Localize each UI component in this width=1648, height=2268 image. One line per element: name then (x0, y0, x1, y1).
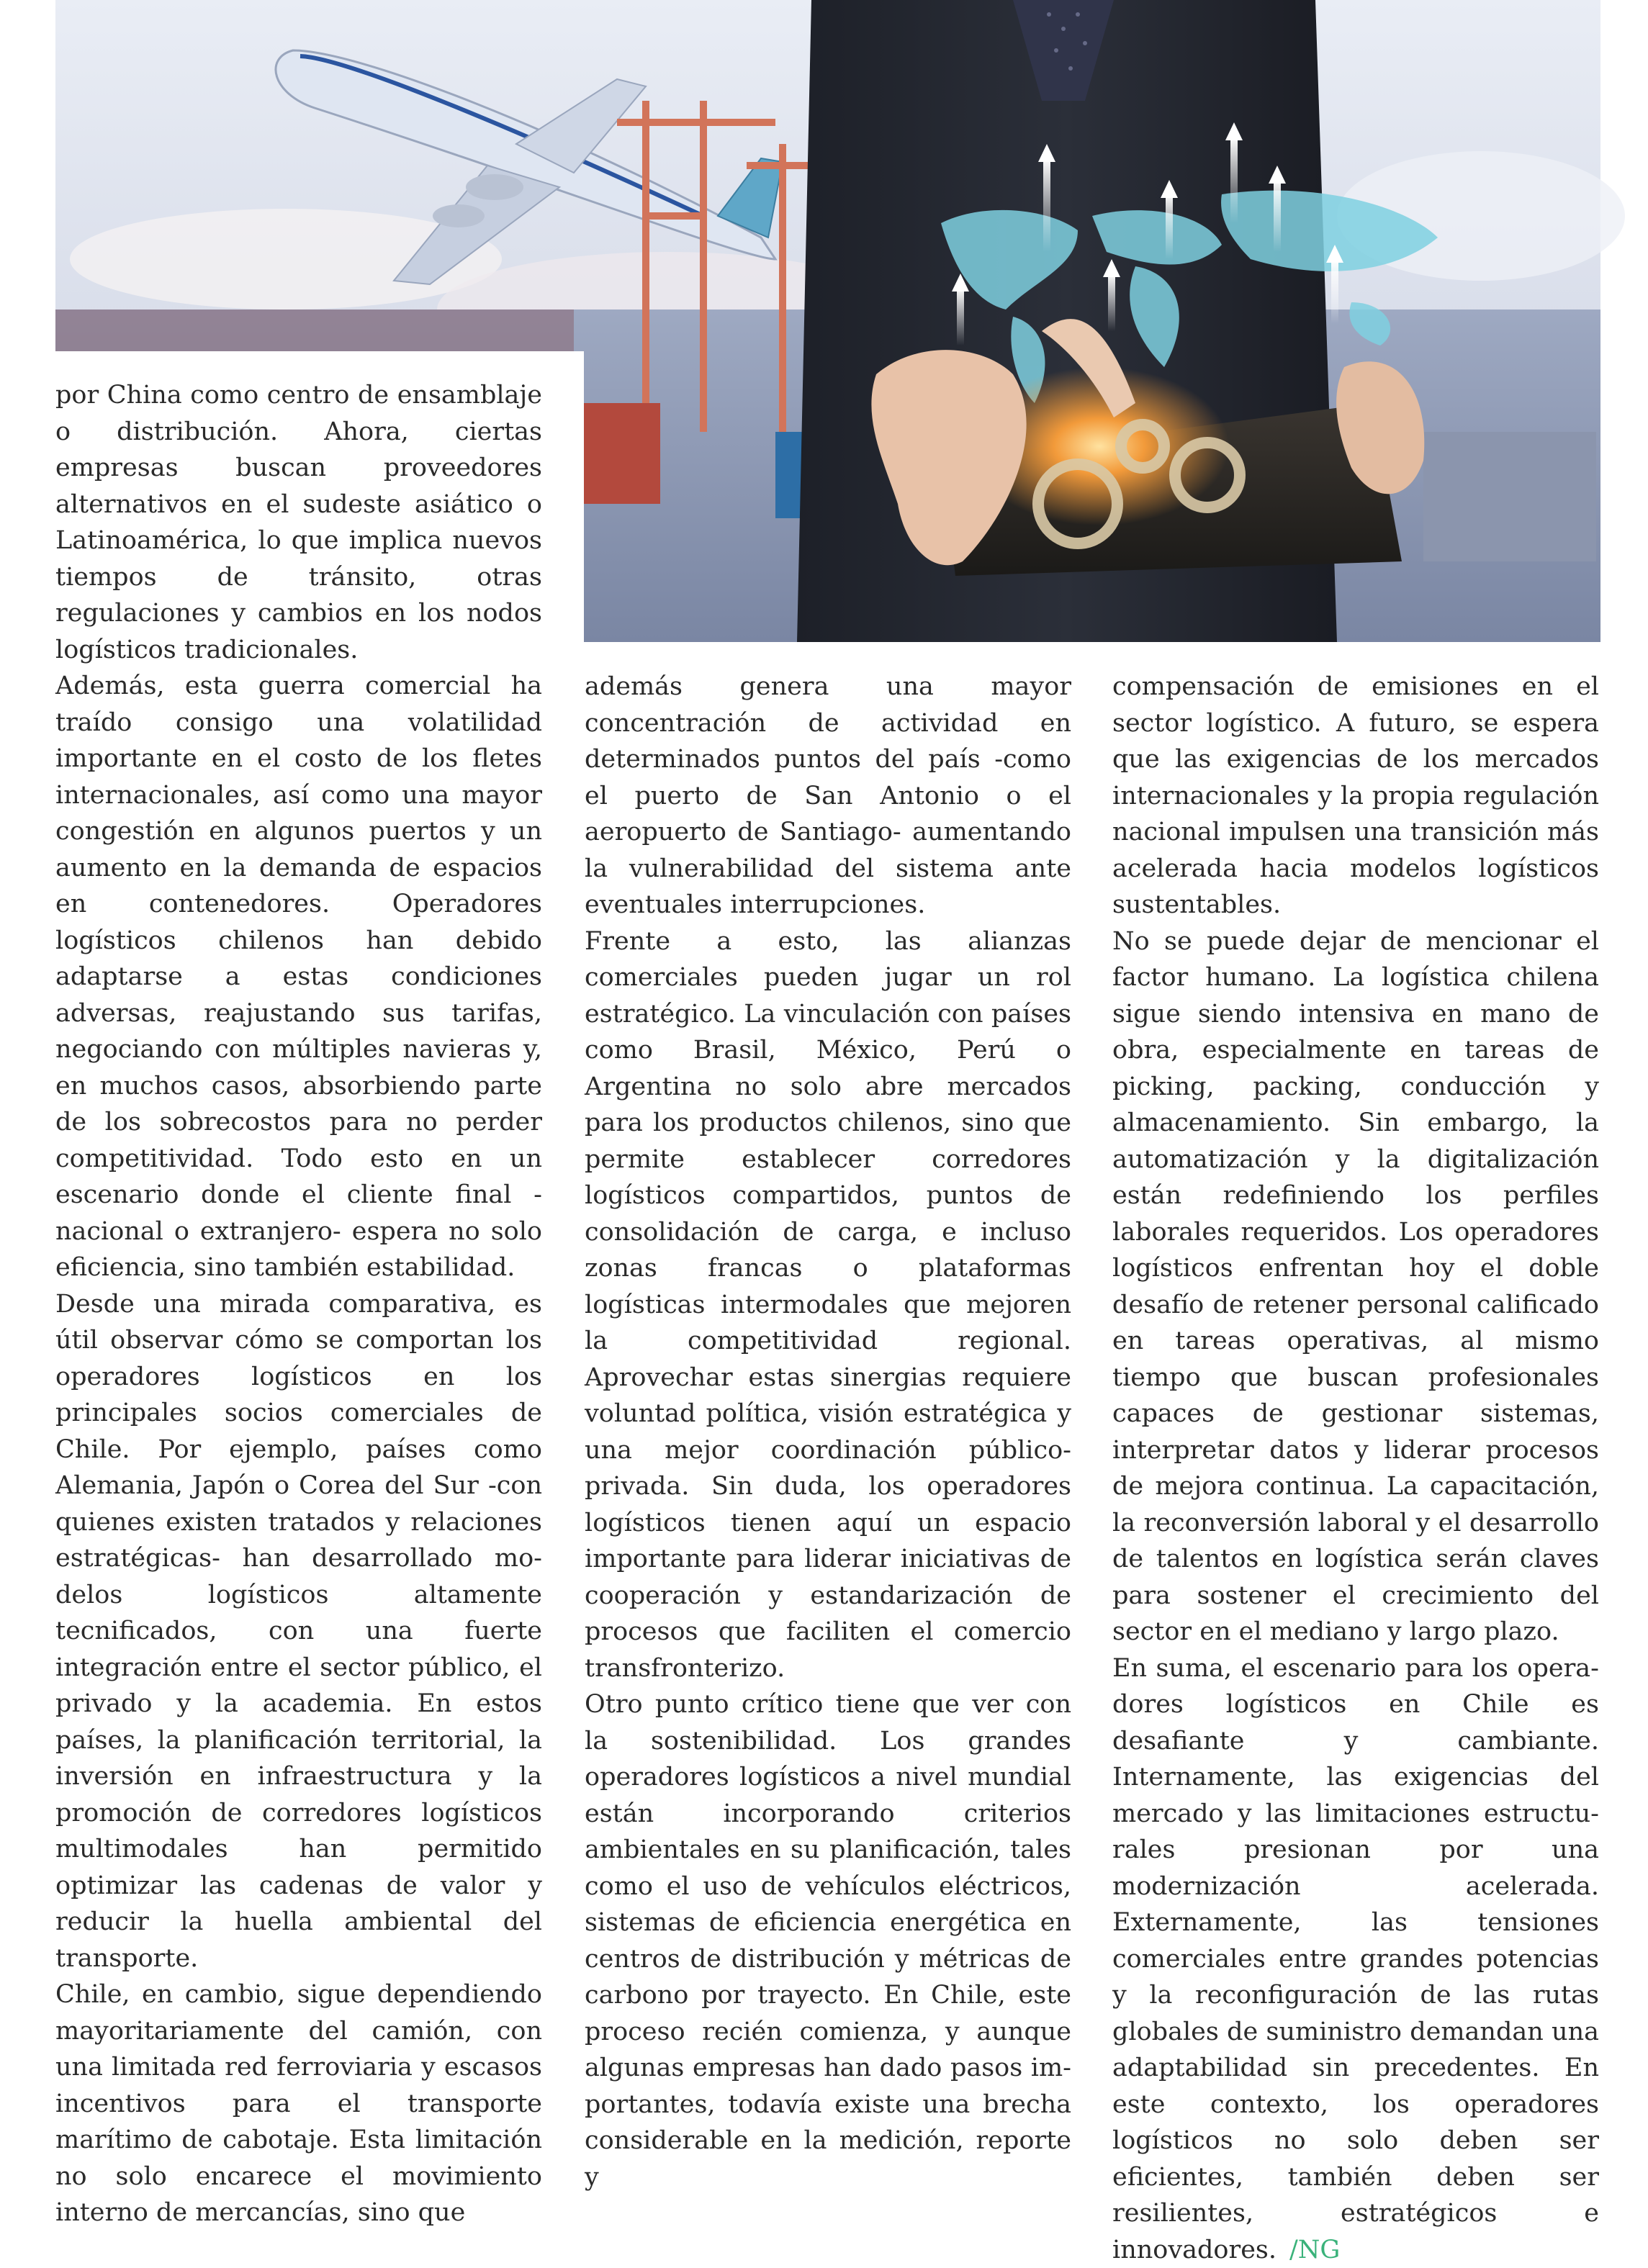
paragraph: Desde una mirada comparativa, es útil observar cómo se comportan los operadores logísticos en los principales socios comerciales de Chile. Por ejemplo, países como Alemania, Japón o Corea del Sur -con quienes existen tratados y relaciones estratégicas- han desarrollado modelos logísticos altamente tecnificados, con una fuerte integración entre el sector público, el privado y la academia. En estos países, la planificación territorial, la inversión en infraestructura y la promoción de corredores logísticos multimodales han permitido optimizar las cadenas de valor y reducir la huella ambiental del transporte. (55, 1286, 542, 1977)
paragraph: Chile, en cambio, sigue dependiendo mayoritariamente del camión, con una limitada red ferroviaria y escasos incentivos para el transporte marítimo de cabotaje. Esta limitación no solo encarece el movimiento interno de mercancías, sino que (55, 1976, 542, 2231)
paragraph: Además, esta guerra comercial ha traído consigo una volatilidad importante en el costo de los fletes internacionales, así como una mayor congestión en algunos puertos y un aumento en la demanda de espacios en contenedores. Operadores logísticos chilenos han debido adaptarse a estas condiciones adversas, reajustando sus tarifas, negociando con múltiples navieras y, en muchos casos, absorbiendo parte de los sobrecostos para no perder competitividad. Todo esto en un escenario donde el cliente final -nacional o extranjero- espera no solo eficiencia, sino también estabilidad. (55, 668, 542, 1286)
paragraph-text: En suma, el escenario para los operadores logísticos en Chile es desafiante y cambiante. Internamente, las exigencias del mercado y las limitaciones estructurales presionan por una modernización acelerada. Externamente, las tensiones comerciales entre grandes potencias y la reconfiguración de las rutas globales de suministro demandan una adaptabilidad sin precedentes. En este contexto, los operadores logísticos no solo deben ser eficientes, también deben ser resilientes, estratégicos e innovadores. (1112, 1654, 1599, 2264)
paragraph: por China como centro de ensamblaje o distribución. Ahora, ciertas empresas buscan proveedores alternativos en el sudeste asiático o Latinoamérica, lo que implica nuevos tiempos de tránsito, otras regulaciones y cambios en los nodos logísticos tradicionales. (55, 377, 542, 668)
paragraph: además genera una mayor concentración de actividad en determinados puntos del país -como el puerto de San Antonio o el aeropuerto de Santiago- aumentando la vulnerabilidad del sistema ante eventuales interrupciones. (585, 669, 1071, 923)
author-signature: /NG (1289, 2236, 1340, 2264)
paragraph: Frente a esto, las alianzas comerciales pueden jugar un rol estratégico. La vinculación con países como Brasil, México, Perú o Argentina no solo abre mercados para los productos chilenos, sino que permite establecer corredores logísticos compartidos, puntos de consolidación de carga, e incluso zonas francas o plataformas logísticas intermodales que mejoren la competitividad regional. Aprovechar estas sinergias requiere voluntad política, visión estratégica y una mejor coordinación público-privada. Sin duda, los operadores logísticos tienen aquí un espacio importante para liderar iniciativas de cooperación y estandarización de procesos que faciliten el comercio transfronterizo. (585, 923, 1071, 1687)
paragraph: compensación de emisiones en el sector logístico. A futuro, se espera que las exigencias de los mercados internacionales y la propia regulación nacional impulsen una transición más acelerada hacia modelos logísticos sustentables. (1112, 669, 1599, 923)
paragraph: No se puede dejar de mencionar el factor humano. La logística chilena sigue siendo intensiva en mano de obra, especialmente en tareas de picking, packing, conducción y almacenamiento. Sin embargo, la automatización y la digitalización están redefiniendo los perfiles laborales requeridos. Los operadores logísticos enfrentan hoy el doble desafío de retener personal calificado en tareas operativas, al mismo tiempo que buscan profesionales capaces de gestionar sistemas, interpretar datos y liderar procesos de mejora continua. La capacitación, la reconversión laboral y el desarrollo de talentos en logística serán claves para sostener el crecimiento del sector en el mediano y largo plazo. (1112, 923, 1599, 1650)
paragraph (1112, 1650, 1599, 2268)
paragraph: Otro punto crítico tiene que ver con la sostenibilidad. Los grandes operadores logísticos a nivel mundial están incorporando criterios ambientales en su planificación, tales como el uso de vehículos eléctricos, sistemas de eficiencia energética en centros de distribución y métricas de carbono por trayecto. En Chile, este proceso recién comienza, y aunque algunas empresas han dado pasos importantes, todavía existe una brecha considerable en la medición, reporte y (585, 1686, 1071, 2195)
article-column-1 (55, 377, 542, 1989)
article-column-2 (585, 669, 1071, 1989)
article-column-3 (1112, 669, 1599, 1989)
